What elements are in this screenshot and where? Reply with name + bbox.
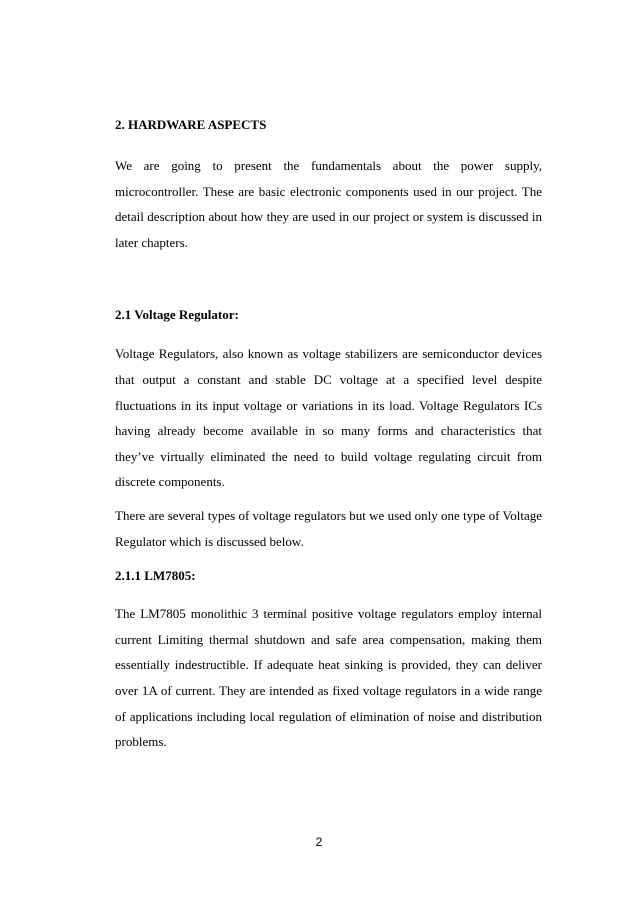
page-number: 2 [315,835,323,849]
intro-paragraph: We are going to present the fundamentals about the power supply, microcontroller. These are basic electronic components used in our project. The detail description about how they are used in our project or system is discussed in later chapters. [115,158,542,250]
page-content [115,115,542,755]
voltage-regulator-heading: 2.1 Voltage Regulator: [115,307,239,323]
lm7805-paragraph: The LM7805 monolithic 3 terminal positive voltage regulators employ internal current Limiting thermal shutdown and safe area compensation, making them essentially indestructible. If adequate heat sinking is provided, they can deliver over 1A of current. They are intended as fixed voltage regulators in a wide range of applications including local regulation of elimination of noise and distribution problems. [115,606,542,750]
lm7805-heading: 2.1.1 LM7805: [115,568,196,584]
regulator-types-paragraph: There are several types of voltage regulators but we used only one type of Voltage Regulator which is discussed below. [115,507,542,549]
voltage-regulator-paragraph: Voltage Regulators, also known as voltage stabilizers are semiconductor devices that output a constant and stable DC voltage at a specified level despite fluctuations in its input voltage or variations in its load. Voltage Regulators ICs having already become available in so many forms and characteristics that they’ve virtually eliminated the need to build voltage regulating circuit from discrete components. [115,346,542,490]
section-heading: 2. HARDWARE ASPECTS [115,117,267,132]
